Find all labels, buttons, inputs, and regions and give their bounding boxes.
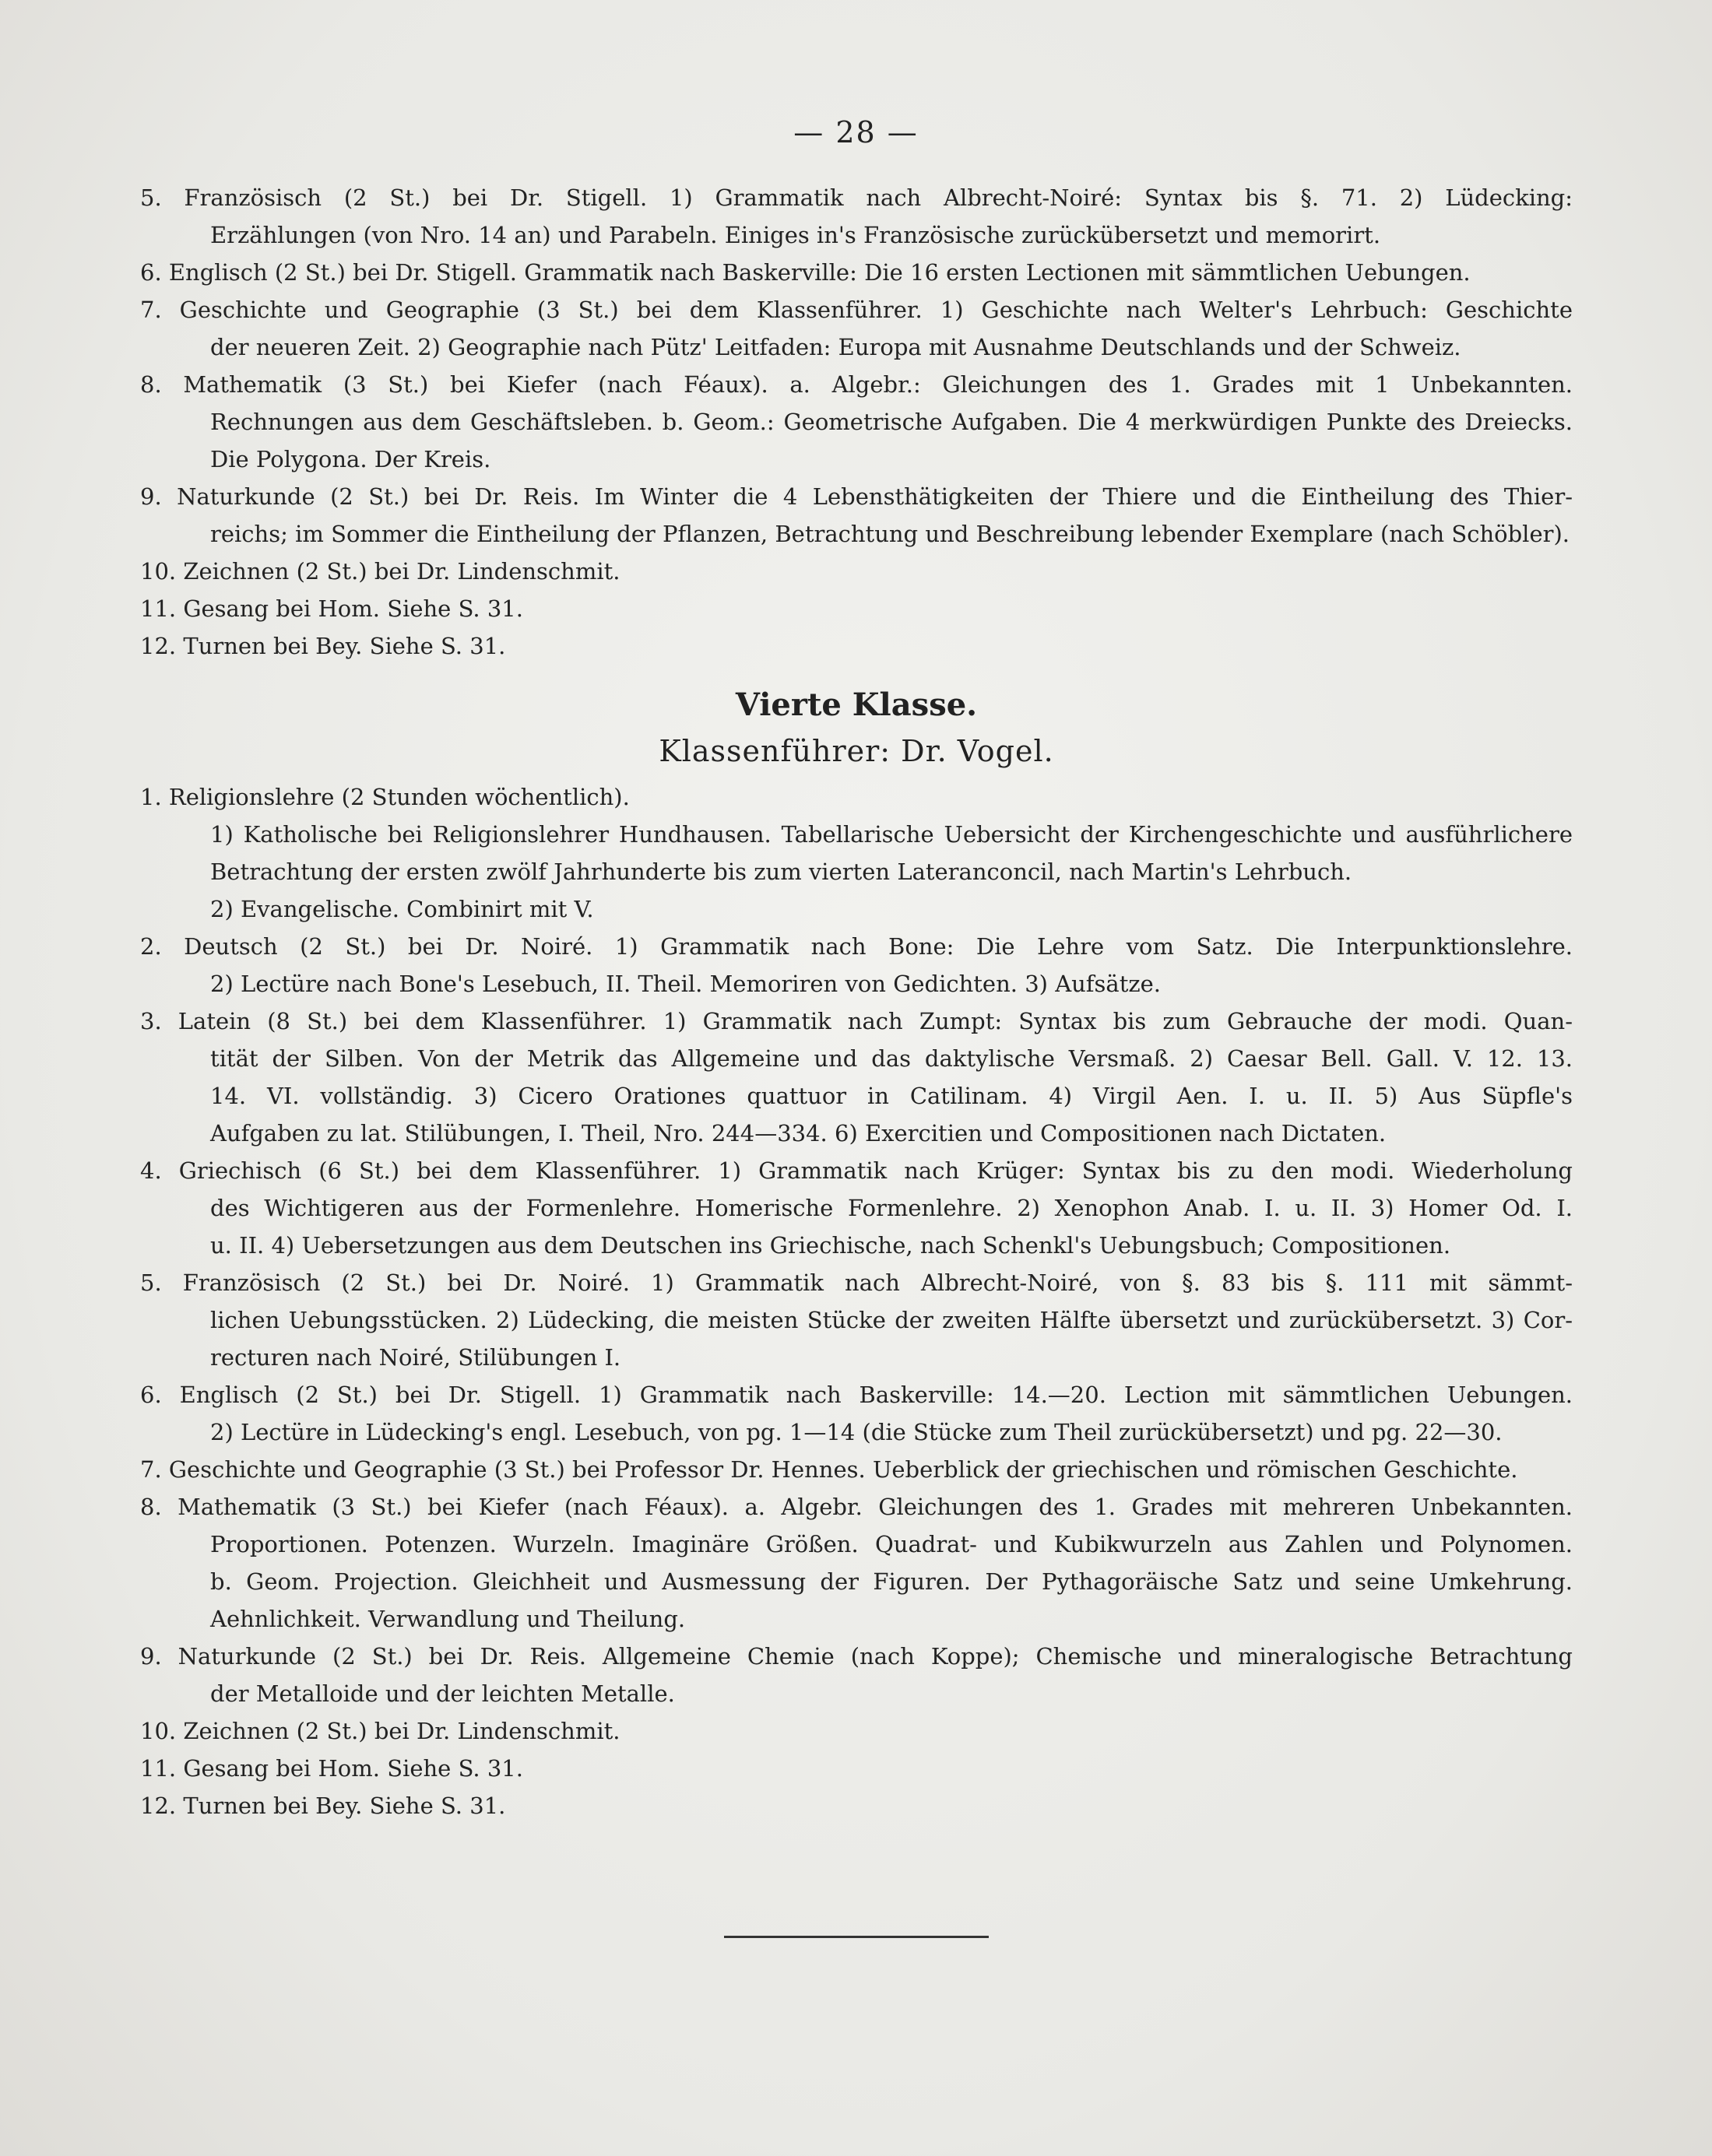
curriculum-item [140,254,1573,291]
text-line: der neueren Zeit. 2) Geographie nach Pütz' Leitfaden: Europa mit Ausnahme Deutschlands und der Schweiz. [210,334,1461,360]
curriculum-item [140,1787,1573,1824]
text-line: 1) Katholische bei Religionslehrer Hundhausen. Tabellarische Uebersicht der Kirchengeschichte und ausführlichere [210,821,1573,848]
text-line: 7. Geschichte und Geographie (3 St.) bei Professor Dr. Hennes. Ueberblick der griechischen und römischen Geschichte. [140,1456,1518,1483]
curriculum-item [140,291,1573,366]
text-line: 11. Gesang bei Hom. Siehe S. 31. [140,595,523,622]
curriculum-item [140,366,1573,478]
text-line: 8. Mathematik (3 St.) bei Kiefer (nach Féaux). a. Algebr.: Gleichungen des 1. Grades mit 1 Unbekannten. [140,371,1573,398]
curriculum-item [140,778,1573,816]
curriculum-item [140,1264,1573,1376]
curriculum-item [140,1750,1573,1787]
text-line: reichs; im Sommer die Eintheilung der Pflanzen, Betrachtung und Beschreibung lebender Exemplare (nach Schöbler). [210,521,1570,547]
text-line: 6. Englisch (2 St.) bei Dr. Stigell. 1) Grammatik nach Baskerville: 14.—20. Lection mit sämmtlichen Uebungen. [140,1382,1573,1408]
text-line: 7. Geschichte und Geographie (3 St.) bei dem Klassenführer. 1) Geschichte nach Welter's Lehrbuch: Geschichte [140,297,1573,323]
text-line: 1. Religionslehre (2 Stunden wöchentlich). [140,784,630,810]
curriculum-item [140,1638,1573,1712]
curriculum-item [140,627,1573,665]
text-line: 10. Zeichnen (2 St.) bei Dr. Lindenschmit. [140,1718,620,1744]
text-line: 12. Turnen bei Bey. Siehe S. 31. [140,1793,506,1819]
text-line: recturen nach Noiré, Stilübungen I. [210,1344,621,1371]
text-line: 2) Evangelische. Combinirt mit V. [210,896,594,922]
text-line: 14. VI. vollständig. 3) Cicero Orationes quattuor in Catilinam. 4) Virgil Aen. I. u. II. 5) Aus Süpfle's [210,1083,1573,1109]
text-line: Aehnlichkeit. Verwandlung und Theilung. [210,1606,686,1632]
text-line: 6. Englisch (2 St.) bei Dr. Stigell. Grammatik nach Baskerville: Die 16 ersten Lectionen mit sämmtlichen Uebungen. [140,259,1471,286]
text-line: Die Polygona. Der Kreis. [210,446,491,472]
text-line: 3. Latein (8 St.) bei dem Klassenführer. 1) Grammatik nach Zumpt: Syntax bis zum Gebrauche der modi. Quan- [140,1008,1573,1034]
text-line: lichen Uebungsstücken. 2) Lüdecking, die meisten Stücke der zweiten Hälfte übersetzt und zurückübersetzt. 3) Cor- [210,1307,1573,1333]
text-line: tität der Silben. Von der Metrik das Allgemeine und das daktylische Versmaß. 2) Caesar Bell. Gall. V. 12. 13. [210,1045,1573,1072]
curriculum-item [140,890,1573,928]
curriculum-item [140,1712,1573,1750]
curriculum-item [140,816,1573,890]
text-line: 9. Naturkunde (2 St.) bei Dr. Reis. Im Winter die 4 Lebensthätigkeiten der Thiere und die Eintheilung des Thier- [140,483,1573,510]
text-line: 2. Deutsch (2 St.) bei Dr. Noiré. 1) Grammatik nach Bone: Die Lehre vom Satz. Die Interpunktionslehre. [140,933,1573,960]
class-leader: Klassenführer: Dr. Vogel. [659,734,1054,768]
text-line: 10. Zeichnen (2 St.) bei Dr. Lindenschmit. [140,558,620,585]
curriculum-item [140,1488,1573,1638]
text-line: u. II. 4) Uebersetzungen aus dem Deutschen ins Griechische, nach Schenkl's Uebungsbuch; Compositionen. [210,1232,1451,1259]
text-line: 8. Mathematik (3 St.) bei Kiefer (nach Féaux). a. Algebr. Gleichungen des 1. Grades mit mehreren Unbekannten. [140,1494,1573,1520]
page-number: — 28 — [793,115,919,149]
text-line: b. Geom. Projection. Gleichheit und Ausmessung der Figuren. Der Pythagoräische Satz und seine Umkehrung. [210,1568,1573,1595]
curriculum-item [140,928,1573,1003]
text-line: der Metalloide und der leichten Metalle. [210,1680,675,1707]
curriculum-item [140,1376,1573,1451]
text-line: 2) Lectüre nach Bone's Lesebuch, II. Theil. Memoriren von Gedichten. 3) Aufsätze. [210,971,1162,997]
text-line: 5. Französisch (2 St.) bei Dr. Noiré. 1) Grammatik nach Albrecht-Noiré, von §. 83 bis §. 111 mit sämmt- [140,1269,1573,1296]
text-line: 9. Naturkunde (2 St.) bei Dr. Reis. Allgemeine Chemie (nach Koppe); Chemische und mineralogische Betrachtung [140,1643,1573,1670]
curriculum-item [140,1451,1573,1488]
class-heading: Vierte Klasse. [735,686,978,723]
curriculum-item [140,590,1573,627]
curriculum-item [140,553,1573,590]
section-class-three-remainder [140,179,1573,665]
curriculum-item [140,1152,1573,1264]
text-line: 2) Lectüre in Lüdecking's engl. Lesebuch, von pg. 1—14 (die Stücke zum Theil zurückübersetzt) und pg. 22—30. [210,1419,1503,1445]
text-line: 4. Griechisch (6 St.) bei dem Klassenführer. 1) Grammatik nach Krüger: Syntax bis zu den modi. Wiederholung [140,1157,1573,1184]
text-line: Betrachtung der ersten zwölf Jahrhunderte bis zum vierten Lateranconcil, nach Martin's Lehrbuch. [210,859,1352,885]
text-line: Erzählungen (von Nro. 14 an) und Parabeln. Einiges in's Französische zurückübersetzt und memorirt. [210,222,1381,248]
closing-rule [724,1936,989,1938]
document-body [140,179,1573,1824]
text-line: 11. Gesang bei Hom. Siehe S. 31. [140,1755,523,1782]
text-line: 12. Turnen bei Bey. Siehe S. 31. [140,633,506,659]
text-line: Proportionen. Potenzen. Wurzeln. Imaginäre Größen. Quadrat- und Kubikwurzeln aus Zahlen und Polynomen. [210,1531,1573,1557]
text-line: Rechnungen aus dem Geschäftsleben. b. Geom.: Geometrische Aufgaben. Die 4 merkwürdigen Punkte des Dreiecks. [210,409,1573,435]
text-line: des Wichtigeren aus der Formenlehre. Homerische Formenlehre. 2) Xenophon Anab. I. u. II. 3) Homer Od. I. [210,1195,1573,1221]
text-line: 5. Französisch (2 St.) bei Dr. Stigell. 1) Grammatik nach Albrecht-Noiré: Syntax bis §. 71. 2) Lüdecking: [140,184,1573,211]
curriculum-item [140,179,1573,254]
curriculum-item [140,1003,1573,1152]
section-class-four [140,778,1573,1824]
curriculum-item [140,478,1573,553]
text-line: Aufgaben zu lat. Stilübungen, I. Theil, Nro. 244—334. 6) Exercitien und Compositionen nach Dictaten. [210,1120,1387,1146]
